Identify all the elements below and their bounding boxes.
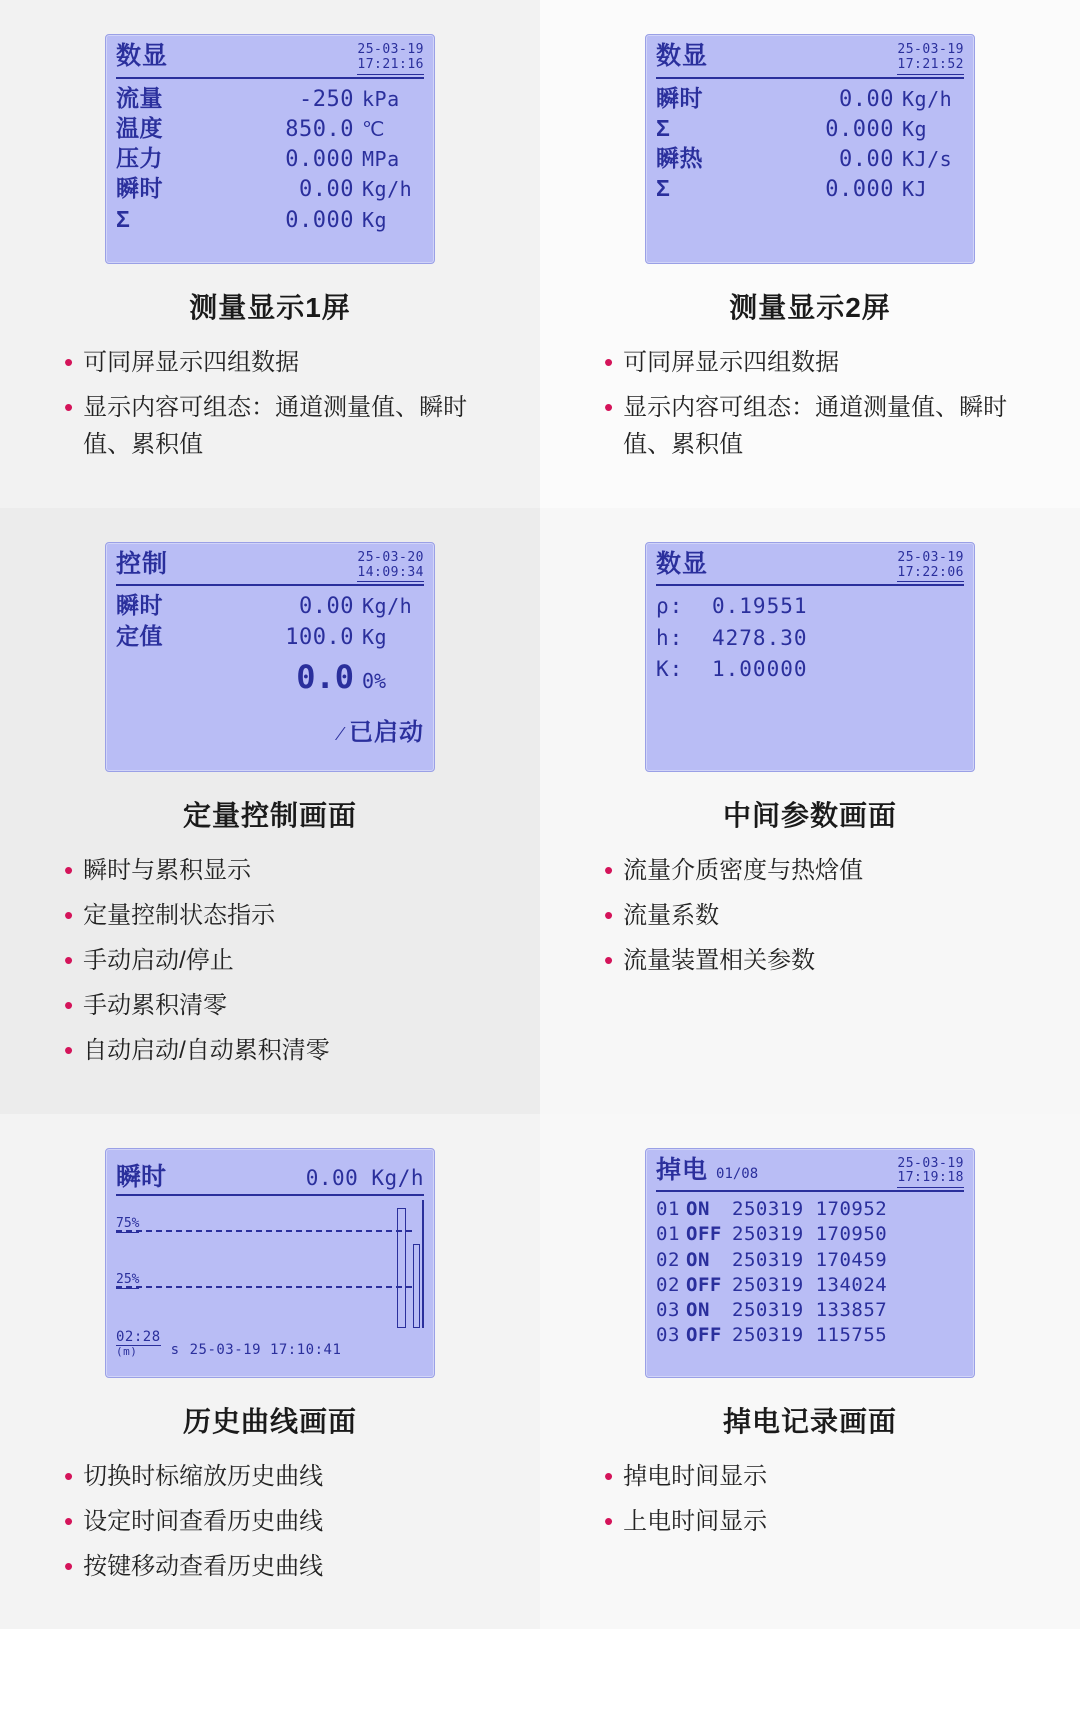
bullet-dot-icon: • — [604, 944, 614, 975]
list-item — [604, 344, 1038, 381]
lcd-header — [656, 43, 964, 79]
feature-cell-measure-1 — [0, 0, 540, 508]
table-row — [656, 1273, 964, 1298]
lcd-value-rows — [116, 589, 424, 746]
list-item — [64, 344, 498, 381]
log-index: 01 — [656, 1223, 680, 1246]
list-item — [604, 942, 1038, 979]
lcd-row-value: 0.000 — [285, 207, 354, 233]
lcd-row-unit: Kg/h — [362, 594, 413, 619]
log-state: ON — [686, 1298, 710, 1321]
bullet-text: 掉电时间显示 — [623, 1462, 768, 1490]
lcd-row-label: 瞬时 — [656, 84, 703, 111]
log-index: 03 — [656, 1298, 680, 1321]
list-item — [64, 942, 498, 979]
list-item — [64, 897, 498, 934]
list-item — [64, 852, 498, 889]
lcd-title-group — [656, 1157, 758, 1183]
list-item — [64, 1548, 498, 1585]
bullet-text: 自动启动/自动累积清零 — [83, 1037, 330, 1065]
lcd-date: 25-03-19 — [897, 1155, 964, 1171]
feature-cell-params — [540, 508, 1080, 1114]
bullet-dot-icon: • — [64, 1505, 74, 1536]
bullet-text: 流量系数 — [623, 901, 720, 929]
curve-title: 瞬时 — [116, 1162, 167, 1191]
lcd-screen-history-curve — [105, 1148, 435, 1378]
lcd-title: 数显 — [656, 549, 709, 578]
lcd-row-value: -250 — [299, 86, 354, 112]
feature-caption: 测量显示2屏 — [729, 292, 891, 323]
bullet-text: 按键移动查看历史曲线 — [83, 1552, 324, 1580]
log-timestamp: 250319 170950 — [732, 1223, 888, 1246]
lcd-time: 17:22:06 — [897, 564, 964, 580]
lcd-row — [116, 591, 424, 621]
bullet-dot-icon: • — [64, 392, 74, 423]
lcd-header — [656, 1157, 964, 1193]
lcd-row — [116, 114, 424, 144]
list-item — [604, 897, 1038, 934]
lcd-row — [116, 174, 424, 204]
lcd-row-value: 0.00 — [839, 86, 894, 112]
lcd-row-value: 0.00 — [299, 177, 354, 203]
lcd-row-unit: Kg — [362, 207, 388, 232]
lcd-row — [116, 205, 424, 235]
log-timestamp: 250319 134024 — [732, 1273, 888, 1296]
bullet-text: 设定时间查看历史曲线 — [83, 1507, 324, 1535]
bullet-text: 瞬时与累积显示 — [83, 856, 252, 884]
run-indicator-icon: ⁄ — [338, 720, 343, 745]
status-text: 已启动 — [349, 718, 424, 746]
param-key: h: — [656, 625, 684, 650]
feature-bullet-list — [42, 852, 498, 1078]
lcd-row-unit: KJ/s — [902, 147, 953, 172]
lcd-row-value: 0.000 — [825, 177, 894, 203]
lcd-value-rows — [656, 82, 964, 205]
lcd-title: 数显 — [116, 42, 169, 70]
feature-caption: 中间参数画面 — [722, 799, 897, 831]
lcd-row-label: 瞬热 — [656, 145, 703, 172]
lcd-header — [116, 551, 424, 587]
lcd-clock — [357, 551, 424, 583]
feature-caption: 测量显示1屏 — [189, 292, 351, 323]
list-item — [64, 1032, 498, 1069]
log-index: 02 — [656, 1273, 680, 1296]
lcd-row-unit: kPa — [362, 86, 400, 111]
grid-label-75: 75% — [116, 1215, 140, 1231]
list-item — [64, 1503, 498, 1540]
bullet-text: 定量控制状态指示 — [83, 901, 276, 929]
lcd-row-value: 0.00 — [299, 594, 354, 620]
list-item — [604, 1458, 1038, 1495]
log-state: OFF — [686, 1223, 722, 1246]
lcd-accumulated-percent: 0% — [362, 668, 387, 693]
lcd-header — [116, 43, 424, 79]
lcd-date: 25-03-19 — [897, 42, 964, 57]
lcd-row — [116, 622, 424, 652]
bullet-text: 显示内容可组态：通道测量值、瞬时值、累积值 — [83, 394, 468, 459]
lcd-row-unit: MPa — [362, 147, 400, 172]
bullet-dot-icon: • — [64, 899, 74, 930]
bullet-text: 上电时间显示 — [623, 1507, 768, 1535]
feature-cell-measure-2 — [540, 0, 1080, 508]
bullet-text: 可同屏显示四组数据 — [83, 349, 300, 376]
log-index: 01 — [656, 1198, 680, 1221]
lcd-clock — [357, 43, 424, 75]
lcd-title: 掉电 — [656, 1155, 709, 1184]
bullet-dot-icon: • — [604, 899, 614, 930]
lcd-time: 17:21:52 — [897, 56, 964, 72]
bullet-dot-icon: • — [604, 1505, 614, 1536]
lcd-screen-params — [645, 542, 975, 772]
curve-footer — [116, 1330, 424, 1358]
curve-plot-area — [116, 1200, 424, 1328]
log-state: OFF — [686, 1323, 722, 1346]
bullet-dot-icon: • — [64, 990, 74, 1021]
table-row — [656, 1323, 964, 1348]
feature-bullet-list — [582, 344, 1038, 472]
bullet-text: 手动累积清零 — [83, 992, 228, 1020]
param-row — [656, 591, 964, 623]
lcd-row-label: 瞬时 — [116, 592, 163, 619]
lcd-row-label: 定值 — [116, 622, 163, 649]
table-row — [656, 1197, 964, 1222]
log-page-indicator: 01/08 — [716, 1165, 759, 1182]
bullet-dot-icon: • — [64, 347, 74, 377]
bullet-dot-icon: • — [604, 392, 614, 423]
lcd-row-value: 100.0 — [285, 624, 354, 650]
bullet-text: 流量装置相关参数 — [623, 946, 816, 974]
curve-time-span: 02:28 — [116, 1328, 161, 1345]
bullet-text: 手动启动/停止 — [83, 946, 234, 974]
lcd-row-unit: ℃ — [362, 117, 385, 142]
bullet-dot-icon: • — [64, 1550, 74, 1581]
feature-bullet-list — [582, 852, 1038, 988]
lcd-title: 控制 — [116, 549, 169, 578]
cursor-bar-primary — [397, 1208, 406, 1328]
param-key: K: — [656, 657, 684, 682]
lcd-screen-control — [105, 542, 435, 772]
bullet-dot-icon: • — [604, 347, 614, 377]
lcd-row — [656, 114, 964, 144]
bullet-dot-icon: • — [64, 1035, 74, 1066]
table-row — [656, 1222, 964, 1247]
cursor-bar-secondary — [413, 1244, 420, 1328]
lcd-row-label: Σ — [656, 175, 671, 202]
log-state: OFF — [686, 1273, 722, 1296]
curve-header — [116, 1157, 424, 1196]
list-item — [64, 389, 498, 463]
lcd-row-value: 0.000 — [285, 147, 354, 173]
log-timestamp: 250319 133857 — [732, 1298, 888, 1321]
lcd-screen-measure-2 — [645, 34, 975, 264]
feature-bullet-list — [42, 344, 498, 472]
lcd-time: 14:09:34 — [357, 564, 424, 580]
log-state: ON — [686, 1248, 710, 1271]
lcd-row-label: 瞬时 — [116, 175, 163, 202]
lcd-row — [656, 174, 964, 204]
lcd-time: 17:19:18 — [897, 1170, 964, 1186]
table-row — [656, 1248, 964, 1273]
curve-axis-unit: s — [170, 1341, 180, 1358]
table-row — [656, 1298, 964, 1323]
lcd-value-rows — [116, 82, 424, 235]
lcd-row-value: 850.0 — [285, 117, 354, 143]
lcd-row-unit: Kg/h — [362, 177, 413, 202]
lcd-header — [656, 551, 964, 587]
lcd-accumulated-value: 0.0 — [296, 657, 354, 696]
feature-caption: 掉电记录画面 — [722, 1405, 897, 1437]
power-log-list — [656, 1195, 964, 1347]
grid-label-25: 25% — [116, 1271, 140, 1287]
lcd-screen-power-log — [645, 1148, 975, 1378]
lcd-row-label: Σ — [116, 205, 131, 232]
lcd-row-value: 0.000 — [825, 117, 894, 143]
bullet-text: 流量介质密度与热焓值 — [623, 856, 864, 884]
log-state: ON — [686, 1198, 710, 1221]
lcd-row-label: 压力 — [116, 145, 163, 172]
bullet-dot-icon: • — [604, 854, 614, 885]
curve-timestamp: 25-03-19 17:10:41 — [189, 1341, 342, 1358]
curve-time-unit: (m) — [116, 1344, 138, 1358]
feature-caption: 定量控制画面 — [182, 799, 357, 831]
feature-cell-history-curve — [0, 1114, 540, 1630]
log-timestamp: 250319 170459 — [732, 1248, 888, 1271]
feature-cell-power-log — [540, 1114, 1080, 1630]
status-badge — [116, 712, 424, 747]
lcd-row — [656, 144, 964, 174]
bullet-dot-icon: • — [64, 944, 74, 975]
lcd-row-label: 流量 — [116, 84, 163, 111]
lcd-param-rows — [656, 589, 964, 686]
log-timestamp: 250319 170952 — [732, 1198, 888, 1221]
list-item — [64, 987, 498, 1024]
lcd-row-label: 温度 — [116, 115, 163, 142]
param-row — [656, 623, 964, 655]
list-item — [604, 1503, 1038, 1540]
bullet-dot-icon: • — [64, 1460, 74, 1491]
grid-line-75 — [116, 1230, 412, 1232]
lcd-screen-measure-1 — [105, 34, 435, 264]
param-row — [656, 654, 964, 686]
lcd-row-label: Σ — [656, 115, 671, 142]
feature-bullet-list — [42, 1458, 498, 1594]
lcd-clock — [897, 551, 964, 583]
lcd-accumulated-row — [116, 658, 424, 696]
lcd-row-unit: Kg — [902, 117, 928, 142]
lcd-row-unit: Kg/h — [902, 86, 953, 111]
lcd-date: 25-03-19 — [357, 42, 424, 57]
log-timestamp: 250319 115755 — [732, 1323, 888, 1346]
lcd-row-value: 0.00 — [839, 147, 894, 173]
feature-caption: 历史曲线画面 — [182, 1405, 357, 1437]
lcd-row — [116, 144, 424, 174]
lcd-row-unit: Kg — [362, 624, 388, 649]
bullet-text: 可同屏显示四组数据 — [623, 349, 840, 376]
lcd-date: 25-03-19 — [897, 549, 964, 565]
list-item — [604, 852, 1038, 889]
log-index: 03 — [656, 1323, 680, 1346]
lcd-clock — [897, 43, 964, 75]
lcd-row — [116, 84, 424, 114]
feature-cell-control — [0, 508, 540, 1114]
param-key: ρ: — [656, 594, 684, 619]
time-span-group — [116, 1330, 161, 1358]
feature-bullet-list — [582, 1458, 1038, 1548]
param-value: 0.19551 — [712, 594, 808, 619]
bullet-dot-icon: • — [64, 854, 74, 885]
lcd-date: 25-03-20 — [357, 549, 424, 565]
log-index: 02 — [656, 1248, 680, 1271]
param-value: 1.00000 — [712, 657, 808, 682]
bullet-dot-icon: • — [604, 1460, 614, 1491]
lcd-row — [656, 84, 964, 114]
list-item — [64, 1458, 498, 1495]
bullet-text: 显示内容可组态：通道测量值、瞬时值、累积值 — [623, 394, 1008, 459]
list-item — [604, 389, 1038, 463]
param-value: 4278.30 — [712, 625, 808, 650]
lcd-time: 17:21:16 — [357, 56, 424, 72]
bullet-text: 切换时标缩放历史曲线 — [83, 1462, 324, 1490]
grid-line-25 — [116, 1286, 412, 1288]
lcd-title: 数显 — [656, 42, 709, 70]
curve-header-value: 0.00 Kg/h — [305, 1165, 424, 1190]
lcd-row-unit: KJ — [902, 177, 928, 202]
lcd-clock — [897, 1157, 964, 1189]
